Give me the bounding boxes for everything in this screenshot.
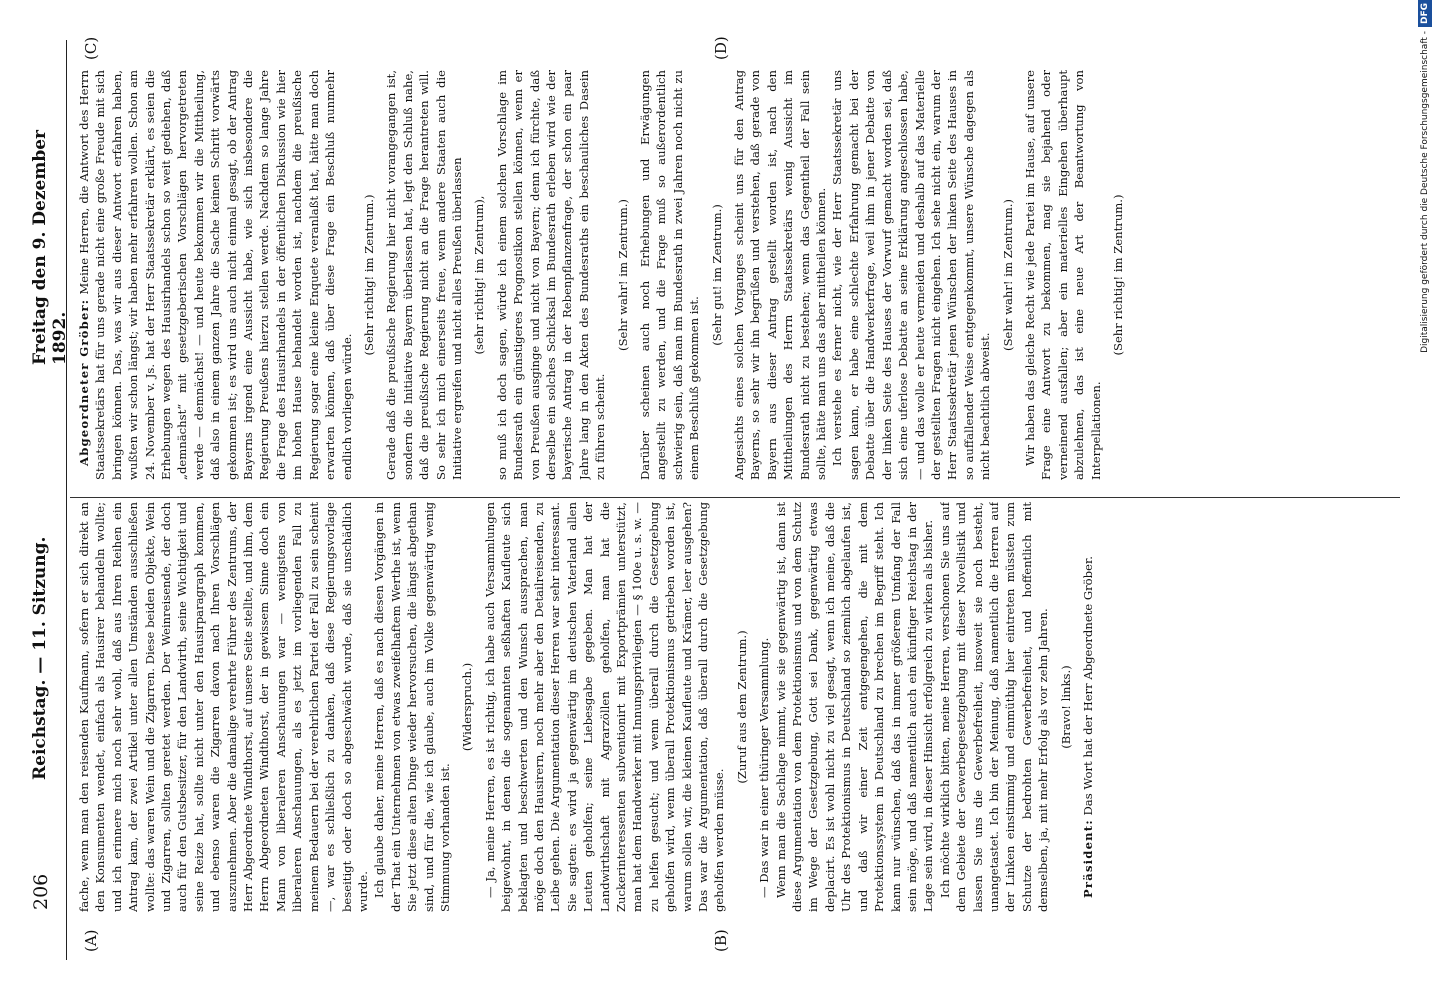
dfg-logo: DFG [1418, 0, 1432, 27]
margin-marker-a: (A) [82, 929, 100, 952]
paragraph: Ich verstehe es ferner nicht, wie der Herr Staatssekretär uns sagen kann, er habe eine schlechte Erfahrung gemacht bei der Debatte über die Handwerkerfrage, weil ihm in jener Debatte von der linken Seite des Hauses der Vorwurf gemacht worden sei, daß sich eine uferlose Debatte an seine Erklärung angeschlossen habe, — und das wolle er heute vermeiden und deshalb auf das Materielle der gestellten Fragen nicht eingehen. Ich sehe nicht ein, warum der Herr Staatssekretär jenen Wünschen der linken Seite des Hauses in so auffallender Weise entgegenkommt, unsere Wünsche dagegen als nicht beachtlich abweist. [830, 70, 993, 480]
paragraph: Angesichts eines solchen Vorganges scheint uns für den Antrag Bayerns, so sehr wir ihn begrüßen und verstehen, daß gerade von Bayern aus dieser Antrag gestellt worden ist, nach den Mittheilungen des Herrn Staatssekretärs wenig Aussicht im Bundesrath nicht zu bestehen; wenn das Gegentheil der Fall sein sollte, hätte man uns das aber mittheilen können. [732, 70, 829, 480]
margin-marker-d: (D) [712, 36, 730, 60]
paragraph: fache, wenn man den reisenden Kaufmann, sofern er sich direkt an den Konsumenten wendet, einfach als Hausirer behandeln wollte; und ich erinnere mich noch sehr wohl, daß aus Ihren Reihen ein Antrag kam, der zwei Artikel unter allen Umständen ausschließen wollte: das waren Wein und die Zigarren. Diese beiden Objekte, Wein und Zigarren, sollten geretet werden. Der Weinreisende, der doch auch für den Gutsbesitzer, für den Landwirth, seine Wichtigkeit und seine Reize hat, sollte nicht unter den Hausirparagraph kommen, und ebenso waren die Zigarren davon nach Ihren Vorschlägen auszunehmen. Aber die damalige verehrte Führer des Zentrums, der Herr Abgeordnete Windthorst, auf unsere Seite stellte, und ihm, dem Herrn Abgeordneten Windthorst, der in gewissem Sinne doch ein Mann von liberaleren Anschauungen war — wenigstens von liberaleren Anschauungen, als es jetzt im vorliegenden Fall zu meinem Bedauern bei der verehrlichen Partei der Fall zu sein scheint —, war es schließlich zu danken, daß diese Regierungsvorlage beseitigt oder doch so abgeschwächt wurde, daß sie unschädlich wurde. [77, 502, 370, 912]
speaker-label: Abgeordneter Gröber: [77, 298, 91, 466]
header-session-title: Reichstag. — 11. Sitzung. [30, 536, 50, 780]
paragraph: Gerade daß die preußische Regierung hier nicht vorangegangen ist, sondern die Initiative Bayern überlassen hat, legt den Schluß nahe, daß die preußische Regierung nicht an die Frage herantreten will. So sehr ich mich einerseits freue, wenn andere Staaten auch die Initiative ergreifen und nicht alles Preußen überlassen [384, 70, 464, 480]
interjection: (Sehr richtig! im Zentrum.) [1110, 194, 1125, 356]
interjection: (sehr richtig! im Zentrum), [472, 195, 487, 355]
digitization-credit [1418, 0, 1432, 1000]
paragraph: — Ja, meine Herren, es ist richtig, ich habe auch Versammlungen beigewohnt, in denen die sogenannten seßhaften Kaufleute sich beklagten und beschwerten und den Wunsch aussprachen, man möge doch den Hausirern, noch mehr aber den Detailreisenden, zu Leibe gehen. Die Argumentation dieser Herren war sehr interessant. Sie sagten: es wird ja gegenwärtig im deutschen Vaterland allen Leuten geholfen; seine Liebesgabe gegeben. Man hat der Landwirthschaft mit Agrarzöllen geholfen, man hat die Zuckerinteressenten subventionirt mit Exportprämien unterstützt, man hat dem Handwerker mit Innungsprivilegien — § 100e u. s. w. — zu helfen gesucht; und wenn überall durch die Gesetzgebung geholfen wird, wenn überall Protektionismus getrieben worden ist, warum sollen wir, die kleinen Kaufleute und Krämer, leer ausgehen? Das war die Argumentation, daß überall durch die Gesetzgebung geholfen werden müsse. [482, 502, 727, 912]
paragraph: Darüber scheinen auch noch Erhebungen und Erwägungen angestellt zu werden, und die Frage muß so außerordentlich schwierig sein, daß man im Bundesrath in zwei Jahren noch nicht zu einem Beschluß gekommen ist. [638, 70, 702, 480]
paragraph: — Das war in einer thüringer Versammlung. [757, 637, 772, 898]
interjection: (Sehr gut! im Zentrum.) [709, 204, 724, 346]
page-number: 206 [30, 873, 52, 910]
left-column [76, 502, 1392, 912]
paragraph: Wenn man die Sachlage nimmt, wie sie gegenwärtig ist, dann ist diese Argumentation von dem Protektionismus und von dem Schutz im Wege der Gesetzgebung, Gott sei Dank, gegenwärtig etwas deplacirt. Es ist wohl nicht zu viel gesagt, wenn ich meine, daß die Uhr des Protektionismus in Deutschland so ziemlich abgelaufen ist, und daß wir einer Zeit entgegengehen, die mit dem Protektionssystem in Deutschland zu brechen im Begriff steht. Ich kann nur wünschen, daß das in immer größerem Umfang der Fall sein möge, und daß namentlich auch ein künftiger Reichstag in der Lage sein wird, in dieser Hinsicht erfolgreich zu wirken als bisher. [773, 502, 936, 912]
president-label: Präsident: [1080, 819, 1095, 898]
margin-marker-c: (C) [82, 36, 100, 60]
paragraph [1080, 502, 1096, 912]
paragraph: Wir haben das gleiche Recht wie jede Partei im Hause, auf unsere Frage eine Antwort zu bekommen, mag sie bejahend oder verneinend ausfallen; aber ein materielles Eingehen überhaupt abzulehnen, das ist eine neue Art der Beantwortung von Interpellationen. [1022, 70, 1103, 480]
header-date: Freitag den 9. Dezember 1892. [30, 130, 70, 365]
interjection: (Sehr richtig! im Zentrum.) [361, 194, 376, 356]
interjection: (Sehr wahr! im Zentrum.) [1000, 199, 1015, 351]
president-text: Das Wort hat der Herr Abgeordnete Gröber. [1080, 556, 1095, 816]
column-divider [70, 497, 1400, 498]
paragraph: so muß ich doch sagen, würde ich einem solchen Vorschlage im Bundesrath ein günstigeres Prognostikon stellen können, wenn er von Preußen ausginge und nicht von Bayern; denn ich fürchte, daß derselbe ein solches Schicksal im Bundesrath erleben wird wie der bayerische Antrag in der Rebenpflanzenfrage, der schon ein paar Jahre lang in den Akten des Bundesraths ein beschauliches Dasein zu führen scheint. [494, 70, 608, 480]
margin-marker-b: (B) [712, 929, 730, 952]
interjection: (Bravo! links.) [1058, 665, 1073, 749]
paragraph [76, 70, 355, 480]
credit-text: Digitalisierung gefördert durch die Deutsche Forschungsgemeinschaft - [1420, 31, 1430, 353]
interjection: (Widerspruch.) [460, 662, 475, 752]
paragraph: Ich möchte wirklich bitten, meine Herren, verschonen Sie uns auf dem Gebiete der Gewerbegesetzgebung mit dieser Novellistik und lassen Sie uns die Gewerbefreiheit, insoweit sie noch besteht, unangetastet. Ich bin der Meinung, daß namentlich die Herren auf der Linken einstimmig und einmüthig hier eintreten müssten zum Schutze der bedrohten Gewerbefreiheit, und hoffentlich mit demselben, ja, mit mehr Erfolg als vor zehn Jahren. [937, 502, 1051, 912]
interjection: (Zuruf aus dem Zentrum.) [734, 630, 749, 784]
right-column [76, 70, 1392, 480]
header-rule [66, 40, 67, 960]
interjection: (Sehr wahr! im Zentrum.) [615, 199, 630, 351]
page-header [24, 90, 70, 910]
speech-text: Meine Herren, die Antwort des Herrn Staatssekretärs hat für uns gerade nicht eine große Freude mit sich bringen können. Das, was wir aus dieser Antwort erfahren haben, wußten wir schon längst; wir haben mehr erfahren wollen. Schon am 24. November v. Js. hat der Herr Staatssekretär erklärt, es seien die Erhebungen wegen des Hausirhandels schon so weit gediehen, daß „demnächst“ mit gesetzgeberischen Vorschlägen hervorgetreten werde — demnächst! — und heute bekommen wir die Mittheilung, daß also in einem ganzen Jahre die Sache keinen Schritt vorwärts gekommen ist; es wird uns auch nicht einmal gesagt, ob der Antrag Bayerns irgend eine Aussicht habe, wie sich insbesondere die Regierung Preußens hierzu stellen werde. Nachdem so lange Jahre die Frage des Hausirhandels in der öffentlichen Diskussion wie hier im hohen Hause behandelt worden ist, nachdem die preußische Regierung sogar eine kleine Enquete veranlaßt hat, hätte man doch erwarten können, daß über diese Frage ein Beschluß nunmehr endlich vorliegen würde. [77, 70, 354, 480]
paragraph: Ich glaube daher, meine Herren, daß es nach diesen Vorgängen in der That ein Unternehmen von etwas zweifelhaftem Werthe ist, wenn Sie jetzt diese alten Dinge wieder hervorsuchen, die längst abgethan sind, und für die, wie ich glaube, auch im Volke gegenwärtig wenig Stimmung vorhanden ist. [372, 502, 452, 912]
